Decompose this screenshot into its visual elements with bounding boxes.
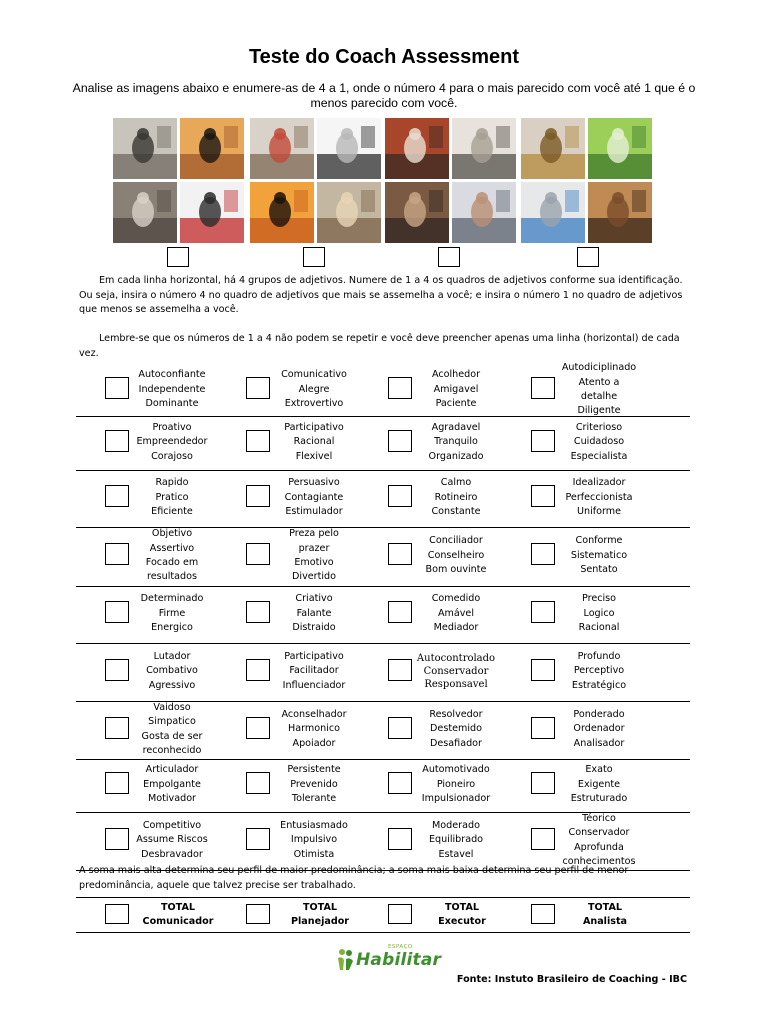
adjective-list	[416, 417, 496, 468]
adjective-list	[132, 366, 212, 414]
adjective: Tolerante	[291, 793, 337, 805]
rank-input-box[interactable]	[105, 543, 129, 565]
adjective: Harmonico	[288, 723, 340, 735]
photo-group-4	[521, 118, 653, 244]
rank-input-box[interactable]	[531, 430, 555, 452]
adjective-group	[503, 587, 645, 643]
rank-input-box[interactable]	[388, 543, 412, 565]
adjective-row	[76, 587, 690, 644]
adjective-list	[274, 587, 354, 641]
cheering-crowd-photo	[180, 118, 244, 179]
total-label	[412, 901, 512, 929]
adjective: Articulador	[145, 764, 199, 776]
adjective: Conforme	[575, 535, 623, 547]
adjective-row	[76, 702, 690, 760]
adjective: Facilitador	[289, 665, 339, 677]
adjective: Alegre	[298, 383, 330, 395]
adjective: Energico	[151, 622, 193, 634]
adjective-group	[360, 366, 502, 416]
adjective-list	[559, 587, 639, 641]
rank-input-box[interactable]	[531, 717, 555, 739]
adjective: Ordenador	[573, 723, 625, 735]
rank-input-box[interactable]	[531, 659, 555, 681]
adjective-list	[132, 760, 212, 810]
total-label	[270, 901, 370, 929]
adjective: Resolvedor	[429, 708, 483, 720]
adjective-list	[416, 528, 496, 584]
adjective: Assertivo	[149, 542, 195, 554]
chess-pieces-photo	[588, 182, 652, 243]
adjective: Influenciador	[282, 679, 346, 691]
adjective: Objetivo	[151, 528, 193, 540]
adjective-list	[559, 528, 639, 584]
adjective: Simpatico	[148, 716, 196, 728]
adjective-group	[218, 417, 360, 470]
adjective: Sistematico	[570, 549, 628, 561]
adjective: Empreendedor	[136, 436, 208, 448]
adjective-list	[416, 644, 496, 699]
rank-input-box[interactable]	[531, 828, 555, 850]
adjective-group	[360, 528, 502, 586]
adjective-row	[76, 471, 690, 528]
adjective: resultados	[147, 571, 197, 583]
adjective: Rapido	[155, 477, 189, 489]
total-heading: TOTAL	[160, 902, 196, 913]
adjective: Idealizador	[572, 477, 626, 489]
photo-group-3	[385, 118, 517, 244]
adjective-group	[503, 528, 645, 586]
adjective-group	[360, 702, 502, 759]
adjective-list	[416, 587, 496, 641]
adjective-list	[559, 362, 639, 417]
adjective-list	[559, 760, 639, 810]
adjective: Vaidoso	[153, 701, 191, 713]
adjective: Conservador	[423, 666, 489, 677]
adjective: Gosta de ser	[141, 730, 203, 742]
adjective-list	[559, 417, 639, 468]
adjective: Cuidadoso	[573, 436, 625, 448]
adjective: Criativo	[295, 593, 333, 605]
rank-input-box[interactable]	[246, 772, 270, 794]
adjective: Acolhedor	[431, 369, 481, 381]
adjective: Eficiente	[151, 506, 193, 518]
adjective-group	[360, 644, 502, 701]
instructions-paragraph-1: Em cada linha horizontal, há 4 grupos de adjetivos. Numere de 1 a 4 os quadros de adjetivos conforme sua identificação. Ou seja, insira o número 4 no quadro de adjetivos que mais se assemelha a você; e insira o número 1 no quadro de adjetivos que menos se assemelha a você.	[79, 275, 683, 315]
adjective: Desafiador	[430, 737, 482, 749]
adjective-row	[76, 813, 690, 871]
adjective: Divertido	[292, 571, 336, 583]
rank-input-box[interactable]	[246, 601, 270, 623]
adjective-group	[76, 528, 218, 586]
adjective-group	[503, 471, 645, 527]
adjective: Preciso	[581, 593, 617, 605]
adjective: Calmo	[440, 477, 472, 489]
totals-row	[76, 897, 690, 933]
adjective: Amável	[437, 607, 475, 619]
total-analista	[503, 898, 645, 932]
adjective: Analisador	[573, 737, 625, 749]
adjective-group	[360, 813, 502, 870]
rank-input-box[interactable]	[105, 601, 129, 623]
adjective: Profundo	[577, 650, 621, 662]
adjective-list	[132, 417, 212, 468]
adjective: Estruturado	[570, 793, 628, 805]
adjective-group	[76, 644, 218, 701]
adjective: Responsavel	[424, 679, 488, 690]
rank-input-box[interactable]	[105, 659, 129, 681]
adjective-group	[218, 760, 360, 812]
adjective: Persuasivo	[288, 477, 340, 489]
adjective: Criterioso	[575, 421, 623, 433]
adjective: Equilibrado	[428, 834, 484, 846]
puzzle-pieces-photo	[385, 118, 449, 179]
adjective-table	[76, 362, 690, 871]
rank-input-box[interactable]	[105, 772, 129, 794]
adjective-list	[559, 813, 639, 868]
adjective-list	[274, 471, 354, 525]
rank-input-box[interactable]	[105, 430, 129, 452]
adjective-group	[218, 644, 360, 701]
adjective: reconhecido	[142, 744, 202, 756]
adjective: Paciente	[435, 398, 477, 410]
adjective-list	[274, 528, 354, 584]
adjective-list	[559, 702, 639, 757]
source-credit: Fonte: Instuto Brasileiro de Coaching - IBC	[456, 974, 687, 985]
adjective: Assume Riscos	[136, 834, 208, 846]
rank-input-box[interactable]	[388, 828, 412, 850]
adjective-list	[274, 417, 354, 468]
adjective: Organizado	[428, 450, 484, 462]
crowd-leader-photo	[113, 118, 177, 179]
profile-name: Comunicador	[142, 916, 214, 927]
adjective-group	[218, 813, 360, 870]
rank-input-box[interactable]	[531, 601, 555, 623]
rank-input-box[interactable]	[246, 485, 270, 507]
adjective: Conservador	[568, 827, 630, 839]
adjective: Falante	[296, 607, 332, 619]
total-heading: TOTAL	[444, 902, 480, 913]
adjective-group	[218, 702, 360, 759]
adjective-group	[360, 417, 502, 470]
adjective: Corajoso	[151, 450, 193, 462]
rank-input-box[interactable]	[246, 377, 270, 399]
adjective-list	[416, 366, 496, 414]
colleagues-at-laptop-photo	[452, 182, 516, 243]
total-input-box[interactable]	[531, 904, 555, 924]
adjective: Entusiasmado	[280, 819, 348, 831]
jumping-silhouettes-photo	[250, 182, 314, 243]
instructions	[79, 274, 689, 361]
adjective: Exato	[585, 764, 613, 776]
adjective: Autocontrolado	[416, 653, 496, 664]
rank-input-box[interactable]	[246, 828, 270, 850]
adjective: Moderado	[432, 819, 480, 831]
adjective: Autoconfiante	[138, 369, 206, 381]
adjective: conhecimentos	[562, 855, 636, 867]
profile-name: Planejador	[290, 916, 350, 927]
adjective: Lutador	[153, 650, 191, 662]
adjective: Téorico	[582, 812, 616, 824]
rank-input-box[interactable]	[388, 430, 412, 452]
adjective-group	[76, 760, 218, 812]
adjective-list	[416, 760, 496, 810]
adjective-group	[76, 366, 218, 416]
rank-input-box[interactable]	[531, 485, 555, 507]
adjective: Exigente	[577, 778, 621, 790]
adjective: Persistente	[287, 764, 341, 776]
adjective: Estratégico	[571, 679, 627, 691]
adjective: Impulsivo	[290, 834, 338, 846]
adjective-list	[132, 644, 212, 699]
adjective-list	[274, 813, 354, 868]
adjective: Especialista	[570, 450, 628, 462]
rank-input-box[interactable]	[105, 377, 129, 399]
adjective-row	[76, 362, 690, 417]
adjective: Flexivel	[295, 450, 333, 462]
adjective-group	[503, 644, 645, 701]
adjective: Combativo	[146, 665, 198, 677]
instructions-paragraph-2: Lembre-se que os números de 1 a 4 não podem se repetir e você deve preencher apenas uma linha (horizontal) de cada vez.	[79, 333, 680, 359]
magnifier-plant-photo	[588, 118, 652, 179]
rank-input-box[interactable]	[246, 659, 270, 681]
rank-input-box[interactable]	[531, 377, 555, 399]
laptop-charts-photo	[521, 182, 585, 243]
adjective: Independente	[138, 383, 206, 395]
rank-input-box[interactable]	[246, 717, 270, 739]
rank-input-box[interactable]	[246, 430, 270, 452]
adjective-group	[503, 362, 645, 417]
adjective: Otimista	[293, 848, 335, 860]
adjective-group	[503, 813, 645, 870]
adjective-row	[76, 417, 690, 471]
adjective-group	[360, 471, 502, 527]
photo-group-4-rank-box[interactable]	[577, 247, 599, 267]
adjective: Motivador	[147, 793, 197, 805]
adjective: Competitivo	[142, 819, 202, 831]
page-subtitle: Analise as imagens abaixo e enumere-as de 4 a 1, onde o número 4 para o mais parecido com você até 1 que é o menos parecido com você.	[72, 81, 696, 110]
adjective: Determinado	[140, 593, 204, 605]
adjective-group	[503, 702, 645, 759]
adjective-group	[218, 471, 360, 527]
adjective-list	[132, 702, 212, 757]
rank-input-box[interactable]	[388, 659, 412, 681]
rank-input-box[interactable]	[388, 717, 412, 739]
adjective: Extrovertivo	[284, 398, 344, 410]
adjective: Bom ouvinte	[425, 564, 487, 576]
adjective: Ponderado	[573, 708, 625, 720]
adjective: prazer	[298, 542, 330, 554]
adjective: Dominante	[145, 398, 199, 410]
adjective: Racional	[293, 436, 335, 448]
adjective: Proativo	[152, 421, 192, 433]
rank-input-box[interactable]	[105, 717, 129, 739]
adjective: Preza pelo	[289, 528, 339, 540]
adjective-group	[76, 587, 218, 643]
adjective: Conciliador	[429, 535, 483, 547]
rank-input-box[interactable]	[388, 377, 412, 399]
adjective: Participativo	[284, 421, 344, 433]
multitasking-businessman-photo	[317, 118, 381, 179]
page-title: Teste do Coach Assessment	[248, 46, 520, 68]
adjective-list	[559, 644, 639, 699]
photo-group-1-rank-box[interactable]	[167, 247, 189, 267]
photo-group-2	[250, 118, 382, 244]
rank-input-box[interactable]	[388, 601, 412, 623]
adjective: Autodiciplinado	[561, 362, 637, 374]
total-executor	[360, 898, 502, 932]
rank-input-box[interactable]	[531, 543, 555, 565]
total-label	[128, 901, 228, 929]
adjective: Diligente	[577, 405, 621, 417]
photo-grid	[113, 118, 654, 244]
rank-input-box[interactable]	[388, 485, 412, 507]
adjective: Atento a detalhe	[578, 376, 620, 402]
total-input-box[interactable]	[388, 904, 412, 924]
total-comunicador	[76, 898, 218, 932]
adjective-group	[360, 760, 502, 812]
smiling-friends-photo	[317, 182, 381, 243]
adjective-list	[416, 702, 496, 757]
adjective: Estavel	[438, 848, 474, 860]
adjective: Prevenido	[290, 778, 338, 790]
adjective-row	[76, 528, 690, 587]
adjective-group	[503, 417, 645, 470]
habilitar-logo	[336, 946, 446, 976]
adjective-group	[76, 417, 218, 470]
adjective: Conselheiro	[427, 549, 485, 561]
total-label	[555, 901, 655, 929]
adjective: Comunicativo	[281, 369, 347, 381]
adjective-group	[76, 813, 218, 870]
adjective-row	[76, 644, 690, 702]
logo-brand: Habilitar	[356, 950, 442, 970]
adjective-group	[218, 366, 360, 416]
total-planejador	[218, 898, 360, 932]
adjective-list	[559, 471, 639, 525]
adjective-group	[218, 528, 360, 586]
adjective: Firme	[158, 607, 186, 619]
photo-group-3-rank-box[interactable]	[438, 247, 460, 267]
adjective: Contagiante	[284, 491, 344, 503]
adjective: Apoiador	[292, 737, 336, 749]
photo-group-1	[113, 118, 245, 244]
adjective-list	[274, 644, 354, 699]
adjective: Estimulador	[285, 506, 343, 518]
adjective: Mediador	[433, 622, 479, 634]
creative-team-photo	[250, 118, 314, 179]
adjective-list	[274, 366, 354, 414]
adjective: Distraido	[292, 622, 336, 634]
rank-input-box[interactable]	[531, 772, 555, 794]
adjective-list	[416, 813, 496, 868]
rank-input-box[interactable]	[105, 485, 129, 507]
photo-group-2-rank-box[interactable]	[303, 247, 325, 267]
adjective: Comedido	[431, 593, 481, 605]
adjective-list	[132, 813, 212, 868]
adjective: Participativo	[284, 650, 344, 662]
adjective-group	[360, 587, 502, 643]
adjective: Aconselhador	[281, 708, 347, 720]
total-input-box[interactable]	[105, 904, 129, 924]
adjective: Destemido	[430, 723, 482, 735]
adjective: Emotivo	[294, 557, 334, 568]
adjective-list	[132, 587, 212, 641]
adjective: Perfeccionista	[565, 491, 633, 503]
adjective-group	[218, 587, 360, 643]
rank-input-box[interactable]	[388, 772, 412, 794]
rank-input-box[interactable]	[246, 543, 270, 565]
adjective-list	[274, 702, 354, 757]
adjective-group	[76, 471, 218, 527]
logo-figure-icon	[336, 948, 356, 972]
adjective-list	[416, 471, 496, 525]
adjective: Automotivado	[422, 764, 490, 776]
profile-name: Executor	[438, 916, 486, 927]
adjective: Agressivo	[148, 679, 196, 691]
rank-input-box[interactable]	[105, 828, 129, 850]
office-desk-photo	[452, 118, 516, 179]
adjective: Perceptivo	[573, 665, 625, 677]
adjective: Amigavel	[433, 383, 479, 395]
adjective-list	[132, 528, 212, 584]
thinking-man-photo	[385, 182, 449, 243]
total-heading: TOTAL	[587, 902, 623, 913]
logo-tagline: ESPAÇO	[388, 944, 413, 950]
adjective: Empolgante	[143, 778, 201, 790]
adjective: Uniforme	[576, 506, 622, 518]
adjective: Desbravador	[141, 848, 203, 860]
total-input-box[interactable]	[246, 904, 270, 924]
adjective: Rotineiro	[434, 491, 478, 503]
adjective: Focado em	[145, 557, 199, 568]
adjective: Pratico	[155, 491, 189, 503]
profile-name: Analista	[582, 916, 628, 927]
adjective: Aprofunda	[574, 841, 624, 853]
adjective: Racional	[578, 622, 620, 634]
business-team-photo	[113, 182, 177, 243]
adjective: Agradavel	[431, 421, 481, 433]
scoring-note: A soma mais alta determina seu perfil de maior predominância; a soma mais baixa determina seu perfil de menor predominância, aquele que talvez precise ser trabalhado.	[79, 865, 629, 891]
adjective-group	[503, 760, 645, 812]
adjective: Constante	[431, 506, 481, 518]
adjective: Pioneiro	[436, 778, 476, 790]
adjective-list	[132, 471, 212, 525]
coin-stacks-photo	[521, 118, 585, 179]
adjective: Impulsionador	[421, 793, 491, 805]
adjective-group	[76, 702, 218, 759]
adjective: Sentato	[580, 564, 618, 576]
adjective-row	[76, 760, 690, 813]
businesswoman-shouting-photo	[180, 182, 244, 243]
adjective: Logico	[583, 607, 615, 619]
total-heading: TOTAL	[302, 902, 338, 913]
adjective-list	[274, 760, 354, 810]
adjective: Tranquilo	[434, 436, 478, 448]
